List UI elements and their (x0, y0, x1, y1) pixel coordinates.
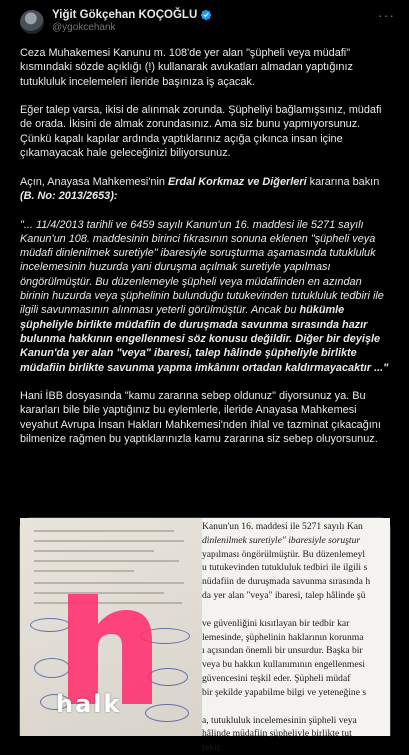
doc-text-line: u tutukevinden tutukluluk tedbiri ile ilgili s (202, 562, 368, 574)
quote-bold-text: hükümle şüpheliyle birlikte müdafiin de duruşmada savunma sırasında hazır bulunma hakkının engellenmesi söz konusu değildir. Diğer bir deyişle Kanun'da yer alan "veya" ibaresi, talep hâlinde şüpheliyle birlikte müdafiin birlikte savunma yapma imkânını ortadan kaldırmayacaktır ..." (20, 304, 389, 374)
doc-line (34, 570, 134, 572)
paragraph-2: Eğer talep varsa, ikisi de alınmak zorunda. Şüpheliyi bağlamışsınız, müdafi de orada. İkisini de almak zorundasınız. Ama siz bunu yapmıyorsunuz. Çünkü kapalı kapılar ardında yaptıklarınız açığa çıkınca insan içine çıkamayacak hale geleceğinizi biliyorsunuz. (20, 104, 382, 160)
doc-text-line: ı açısından önemli bir unsurdur. Başka bir (202, 645, 363, 657)
tweet-media[interactable] (19, 517, 391, 754)
doc-text-line: veya bu hakkın kullanımının engellenmesi (202, 659, 366, 671)
paragraph-1: Ceza Muhakemesi Kanunu m. 108'de yer alan "şüpheli veya müdafi" kısmındaki sözde açıklığı (!) kullanarak avukatları almadan yaptığınız tutukluluk incelemeleri ileride başınıza iş açacak. (20, 47, 353, 88)
doc-line (34, 560, 179, 562)
doc-line (34, 530, 174, 532)
doc-text-line: nüdafiin de duruşmada savunma sırasında h (202, 576, 371, 588)
handle[interactable]: @ygokcehank (52, 22, 116, 33)
doc-text-line: güvencesini teşkil eder. Şüpheli müdaf (202, 672, 351, 684)
media-document-photo[interactable] (20, 518, 202, 736)
doc-text-line: ve güvenliğini kısıtlayan bir tedbir kar (202, 617, 350, 629)
paragraph-5: Hani İBB dosyasında "kamu zararına sebep oldunuz" diyorsunuz ya. Bu kararları bile bile yaptığınız bu eylemlerle, ileride Anayasa Mahkemesi veyahut Avrupa İnsan Hakları Mahkemesi'nden ihlal ve tazminat çıkacağını bilmenize rağmen bu yaptıklarınızla kamu zararına siz sebep oluyorsunuz. (20, 390, 381, 446)
tweet-text (20, 46, 392, 446)
doc-line (34, 540, 184, 542)
author-names (52, 8, 212, 34)
case-number: (B. No: 2013/2653): (20, 189, 118, 202)
doc-text-line: Kanun'un 16. maddesi ile 5271 sayılı Kan (202, 521, 363, 532)
doc-text-line: hâlinde müdafiin şüpheliyle birlikte tut (202, 728, 352, 740)
doc-line (34, 550, 154, 552)
doc-gap (202, 603, 384, 617)
name-row (52, 8, 212, 22)
case-name: Erdal Korkmaz ve Diğerleri (167, 175, 307, 188)
doc-text-line: a, tutukluluk incelemesinin şüpheli veya (202, 714, 357, 726)
doc-text-line: dinlenilmek suretiyle" ibaresiyle soruştur (202, 534, 361, 546)
media-document-text[interactable] (202, 518, 390, 754)
more-options-icon[interactable]: ··· (378, 7, 395, 23)
doc-text-line: da yer alan "veya" ibaresi, talep hâlinde şü (202, 589, 366, 601)
paragraph-3-text-2: kararına bakın (306, 175, 380, 188)
quote-paragraph (20, 218, 392, 375)
doc-text-line: rekir. (202, 742, 222, 754)
halk-watermark: halk (56, 690, 122, 718)
tweet-header (20, 8, 395, 36)
doc-text-line: lemesinde, şüphelinin haklarının korunma (202, 631, 364, 643)
verified-badge-icon (200, 9, 212, 21)
doc-text-line: bir şekilde yapabilme bilgi ve yeteneğine s (202, 686, 367, 698)
paragraph-3 (20, 175, 392, 204)
doc-gap (202, 700, 384, 714)
quote-text: "... 11/4/2013 tarihli ve 6459 sayılı Kanun'un 16. maddesi ile 5271 sayılı Kanun'un 108. maddesinin birinci fıkrasının sonuna eklenen "şüpheli veya müdafi dinlenilmek suretiyle" ibaresiyle soruşturma aşamasında tutukluluk incelemesinin huzurda yani duruşma açılmak suretiyle yapılması öngörülmüştür. Bu düzenlemeyle şüpheli veya müdafiinden en azından birinin huzurda veya şüphelinin bulunduğu tutukevinden tutukluluk tedbiri ile ilgili savunmasının alınması yeterli görülmüştür. Ancak bu (20, 218, 384, 317)
doc-text-line: yapılması öngörülmüştür. Bu düzenlemeyl (202, 548, 366, 560)
avatar[interactable] (20, 10, 44, 34)
paragraph-3-text: Açın, Anayasa Mahkemesi'nin (20, 175, 168, 188)
display-name[interactable]: Yiğit Gökçehan KOÇOĞLU (52, 9, 198, 21)
